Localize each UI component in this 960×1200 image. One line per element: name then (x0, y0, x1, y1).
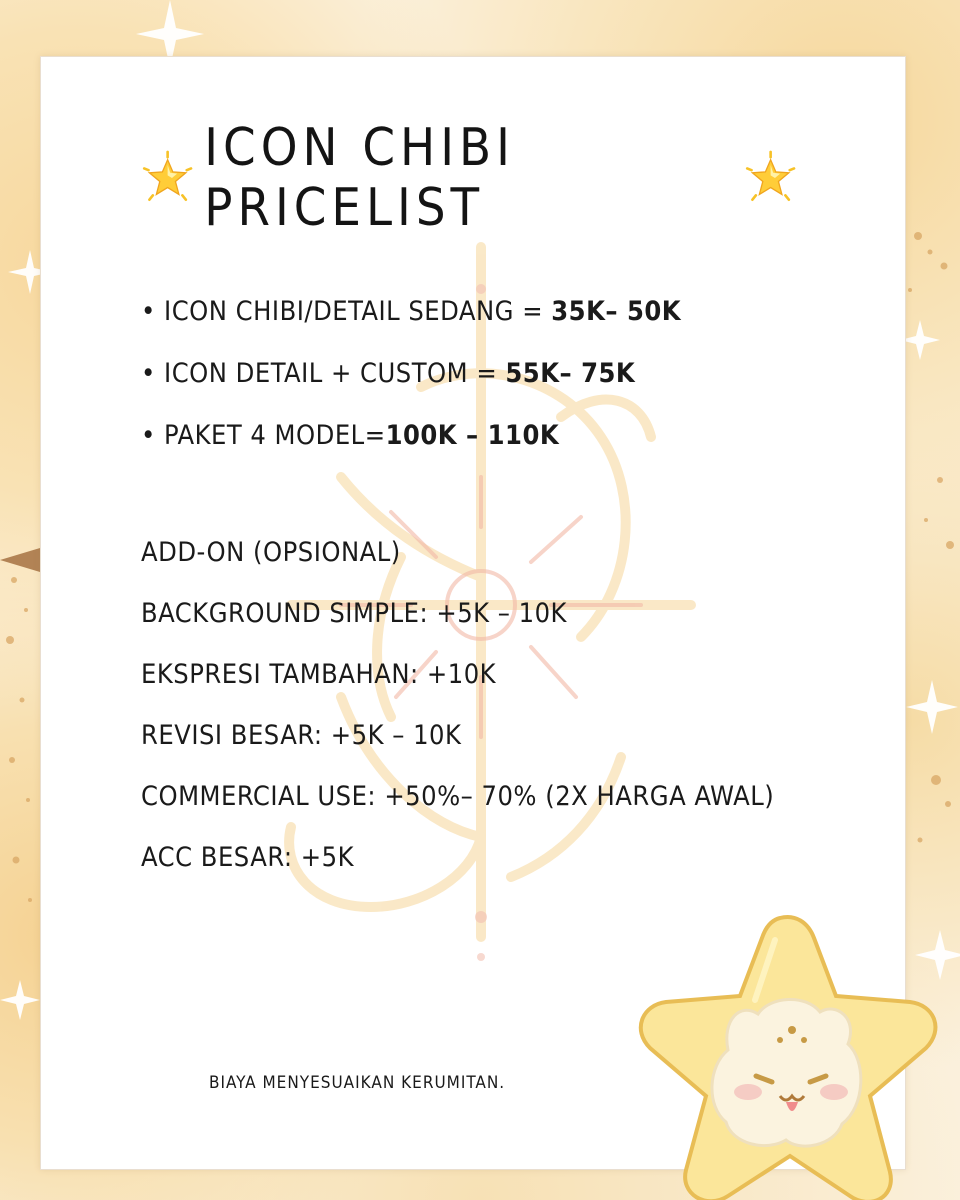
addon-item: EKSPRESI TAMBAHAN: +10K (141, 659, 497, 690)
glowing-star-icon (139, 145, 196, 211)
price-item (141, 351, 681, 413)
price-item (141, 289, 681, 351)
price-item-label: • ICON DETAIL + CUSTOM = (141, 358, 506, 389)
price-item-value: 100K – 110K (385, 420, 560, 451)
price-list (141, 289, 681, 475)
footnote: BIAYA MENYESUAIKAN KERUMITAN. (209, 1073, 506, 1093)
price-item-label: • PAKET 4 MODEL= (141, 420, 386, 451)
addon-item: ACC BESAR: +5K (141, 842, 355, 873)
addon-item: COMMERCIAL USE: +50%– 70% (2X HARGA AWAL) (141, 781, 775, 812)
addon-list (141, 527, 774, 893)
addon-item: BACKGROUND SIMPLE: +5K – 10K (141, 598, 567, 629)
price-item-label: • ICON CHIBI/DETAIL SEDANG = (141, 296, 552, 327)
star-cat-mascot-icon (630, 910, 960, 1200)
addon-heading: ADD-ON (OPSIONAL) (141, 537, 401, 568)
price-item-value: 35K– 50K (551, 296, 682, 327)
price-item-value: 55K– 75K (505, 358, 636, 389)
page-title (139, 118, 799, 238)
addon-item: REVISI BESAR: +5K – 10K (141, 720, 462, 751)
glowing-star-icon (742, 145, 799, 211)
price-item (141, 413, 681, 475)
title-text: ICON CHIBI PRICELIST (204, 118, 515, 238)
